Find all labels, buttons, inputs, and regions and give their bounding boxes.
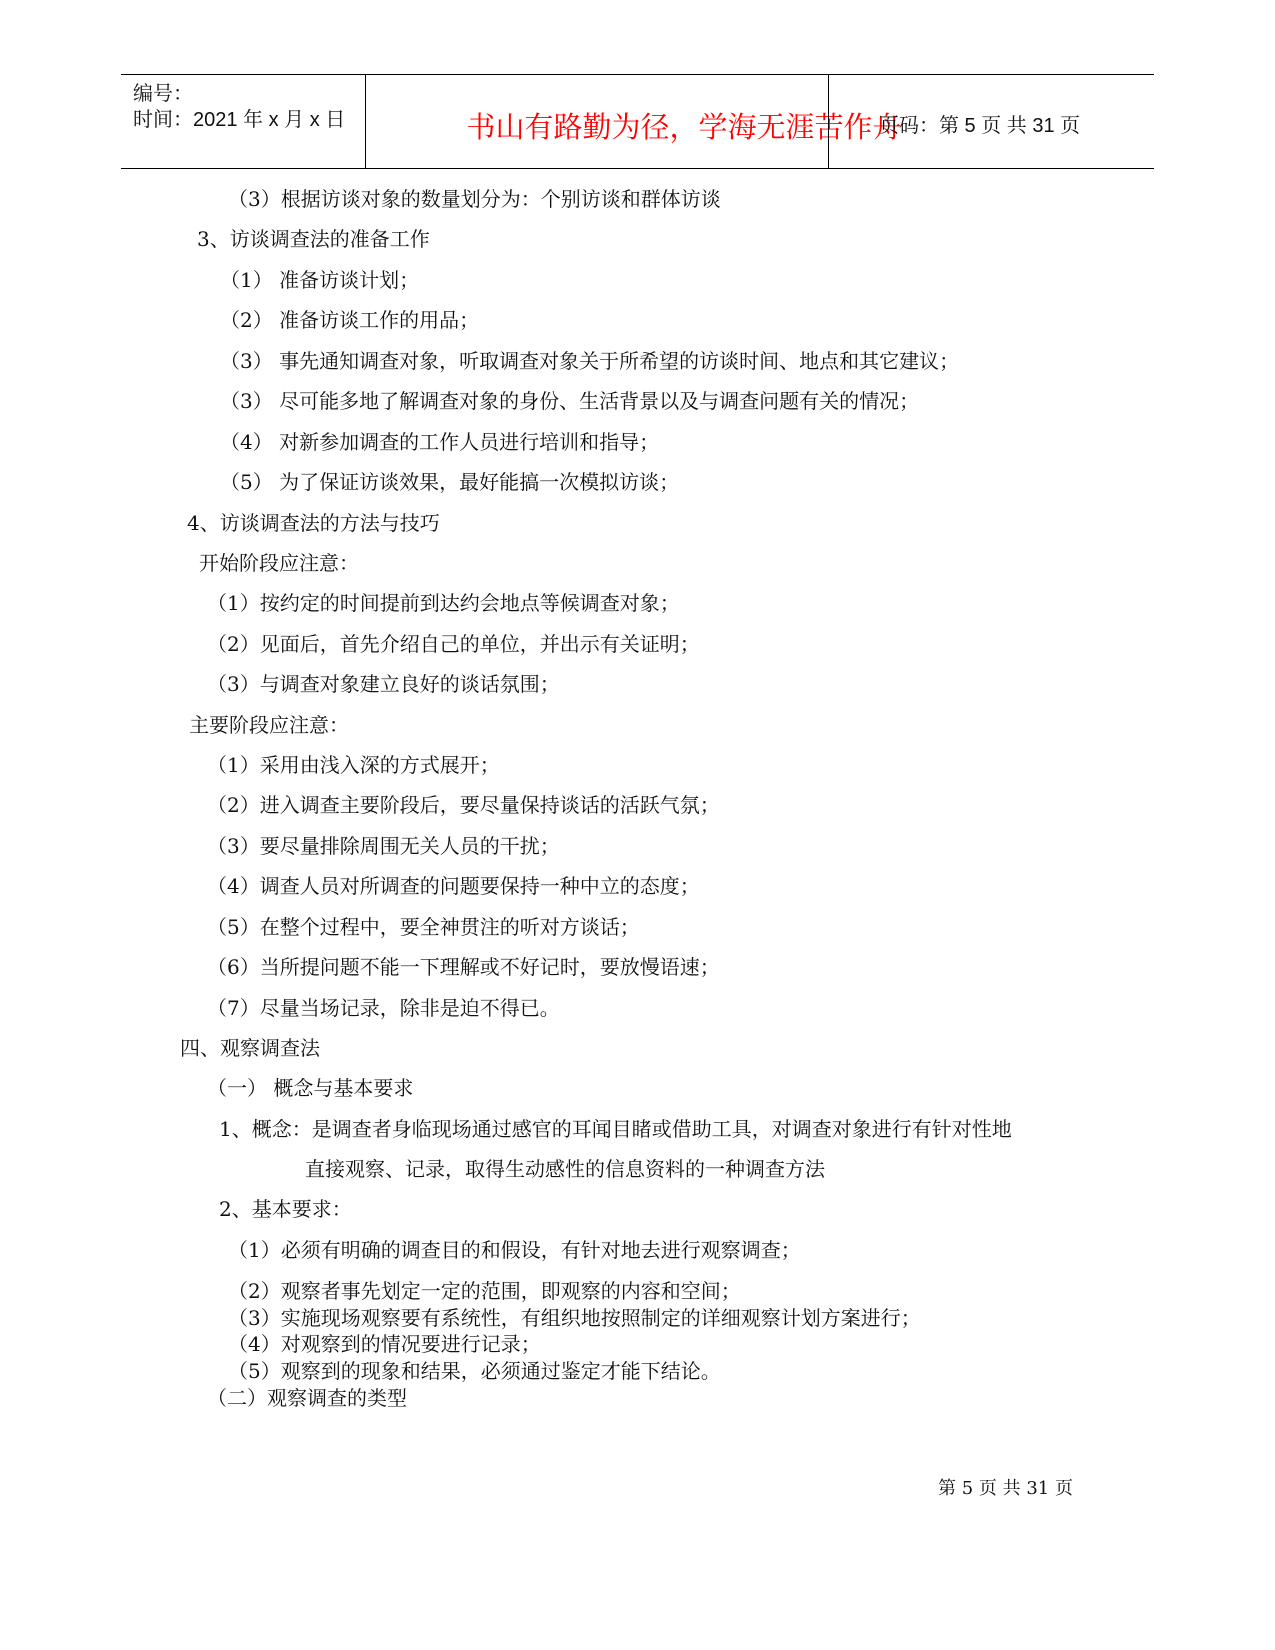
doc-date: 时间：2021 年 x 月 x 日: [133, 109, 346, 131]
text-line: （3） 尽可能多地了解调查对象的身份、生活背景以及与调查问题有关的情况；: [220, 389, 920, 413]
text-line: （6）当所提问题不能一下理解或不好记时，要放慢语速；: [207, 955, 720, 979]
text-line: （3）要尽量排除周围无关人员的干扰；: [207, 834, 560, 858]
text-line: （1）采用由浅入深的方式展开；: [207, 753, 500, 777]
text-line: （5）观察到的现象和结果，必须通过鉴定才能下结论。: [228, 1359, 721, 1383]
text-line: （1） 准备访谈计划；: [220, 268, 420, 292]
text-line: （5） 为了保证访谈效果，最好能搞一次模拟访谈；: [220, 470, 680, 494]
text-line: （2）观察者事先划定一定的范围，即观察的内容和空间；: [228, 1279, 741, 1303]
text-line: （4）对观察到的情况要进行记录；: [228, 1332, 541, 1356]
divider: [365, 75, 366, 168]
text-line: （一） 概念与基本要求: [207, 1076, 414, 1100]
text-line: （二）观察调查的类型: [207, 1386, 407, 1410]
page-indicator: 页码：第 5 页 共 31 页: [879, 115, 1081, 137]
text-line: （7）尽量当场记录，除非是迫不得已。: [207, 996, 560, 1020]
text-line: 2、基本要求：: [219, 1197, 352, 1221]
text-line: （1）必须有明确的调查目的和假设，有针对地去进行观察调查；: [228, 1238, 801, 1262]
text-line: 四、观察调查法: [180, 1036, 320, 1060]
text-line: （2）进入调查主要阶段后，要尽量保持谈话的活跃气氛；: [207, 793, 720, 817]
text-line: （3）根据访谈对象的数量划分为：个别访谈和群体访谈: [228, 187, 721, 211]
text-line: （3）与调查对象建立良好的谈话氛围；: [207, 672, 560, 696]
text-line: （3）实施现场观察要有系统性，有组织地按照制定的详细观察计划方案进行；: [228, 1306, 921, 1330]
text-line: （4）调查人员对所调查的问题要保持一种中立的态度；: [207, 874, 700, 898]
text-line: 直接观察、记录，取得生动感性的信息资料的一种调查方法: [305, 1157, 825, 1181]
text-line: （2） 准备访谈工作的用品；: [220, 308, 480, 332]
text-line: 3、访谈调查法的准备工作: [197, 227, 430, 251]
text-line: 主要阶段应注意：: [189, 713, 349, 737]
text-line: （3） 事先通知调查对象，听取调查对象关于所希望的访谈时间、地点和其它建议；: [220, 349, 960, 373]
page-header: [121, 74, 1154, 169]
motto: 书山有路勤为径，学海无涯苦作舟: [466, 110, 902, 144]
page-footer: 第 5 页 共 31 页: [938, 1478, 1073, 1499]
text-line: （1）按约定的时间提前到达约会地点等候调查对象；: [207, 591, 680, 615]
text-line: （5）在整个过程中，要全神贯注的听对方谈话；: [207, 915, 640, 939]
divider: [828, 75, 829, 168]
doc-number-label: 编号：: [133, 83, 193, 105]
text-line: 4、访谈调查法的方法与技巧: [187, 511, 440, 535]
text-line: 1、概念：是调查者身临现场通过感官的耳闻目睹或借助工具，对调查对象进行有针对性地: [219, 1117, 1012, 1141]
text-line: 开始阶段应注意：: [199, 551, 359, 575]
text-line: （4） 对新参加调查的工作人员进行培训和指导；: [220, 430, 660, 454]
text-line: （2）见面后，首先介绍自己的单位，并出示有关证明；: [207, 632, 700, 656]
